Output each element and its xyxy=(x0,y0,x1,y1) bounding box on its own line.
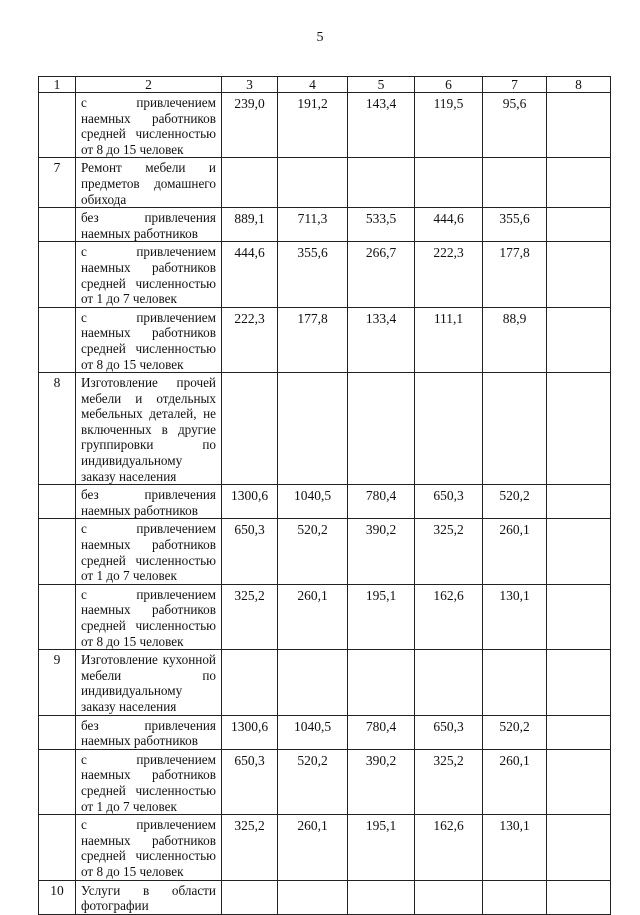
cell-value xyxy=(547,650,611,715)
cell-value: 650,3 xyxy=(415,485,483,519)
cell-value: 260,1 xyxy=(483,519,547,584)
row-description: с привлечением наемных работников средней численностью от 8 до 15 человек xyxy=(76,815,222,880)
cell-value xyxy=(348,158,415,208)
cell-value: 355,6 xyxy=(483,208,547,242)
cell-value xyxy=(483,158,547,208)
column-header: 7 xyxy=(483,77,547,93)
row-number xyxy=(39,208,76,242)
cell-value xyxy=(415,373,483,485)
cell-value xyxy=(547,815,611,880)
cell-value: 889,1 xyxy=(222,208,278,242)
cell-value: 260,1 xyxy=(278,815,348,880)
row-number xyxy=(39,307,76,372)
table-row xyxy=(39,242,611,307)
cell-value: 222,3 xyxy=(415,242,483,307)
row-description: без привлечения наемных работников xyxy=(76,485,222,519)
cell-value xyxy=(222,650,278,715)
cell-value xyxy=(547,880,611,914)
row-description: Изготовление прочей мебели и отдельных мебельных деталей, не включенных в другие группировки по индивидуальному заказу населения xyxy=(76,373,222,485)
row-description: с привлечением наемных работников средней численностью от 8 до 15 человек xyxy=(76,93,222,158)
cell-value xyxy=(547,749,611,814)
cell-value: 1300,6 xyxy=(222,485,278,519)
table-row xyxy=(39,749,611,814)
cell-value: 162,6 xyxy=(415,584,483,649)
column-header: 4 xyxy=(278,77,348,93)
cell-value xyxy=(415,158,483,208)
table-row xyxy=(39,815,611,880)
cell-value: 260,1 xyxy=(278,584,348,649)
cell-value: 88,9 xyxy=(483,307,547,372)
cell-value: 533,5 xyxy=(348,208,415,242)
column-header: 5 xyxy=(348,77,415,93)
table-row xyxy=(39,307,611,372)
row-description: с привлечением наемных работников средней численностью от 1 до 7 человек xyxy=(76,242,222,307)
cell-value xyxy=(547,93,611,158)
cell-value: 650,3 xyxy=(415,715,483,749)
cell-value xyxy=(547,158,611,208)
cell-value: 325,2 xyxy=(415,749,483,814)
cell-value: 130,1 xyxy=(483,815,547,880)
cell-value: 143,4 xyxy=(348,93,415,158)
cell-value: 111,1 xyxy=(415,307,483,372)
row-description: Ремонт мебели и предметов домашнего обихода xyxy=(76,158,222,208)
tariff-table xyxy=(38,76,611,915)
cell-value: 520,2 xyxy=(483,715,547,749)
row-description: с привлечением наемных работников средней численностью от 8 до 15 человек xyxy=(76,584,222,649)
cell-value: 325,2 xyxy=(222,815,278,880)
cell-value: 222,3 xyxy=(222,307,278,372)
column-header: 8 xyxy=(547,77,611,93)
table-row xyxy=(39,158,611,208)
cell-value xyxy=(278,158,348,208)
cell-value xyxy=(547,715,611,749)
cell-value xyxy=(483,373,547,485)
cell-value: 162,6 xyxy=(415,815,483,880)
row-number: 10 xyxy=(39,880,76,914)
cell-value: 130,1 xyxy=(483,584,547,649)
table-row xyxy=(39,715,611,749)
cell-value: 133,4 xyxy=(348,307,415,372)
cell-value xyxy=(348,880,415,914)
cell-value: 239,0 xyxy=(222,93,278,158)
cell-value: 390,2 xyxy=(348,749,415,814)
column-header: 1 xyxy=(39,77,76,93)
cell-value xyxy=(547,242,611,307)
column-header: 2 xyxy=(76,77,222,93)
cell-value: 650,3 xyxy=(222,519,278,584)
cell-value xyxy=(547,208,611,242)
cell-value xyxy=(348,373,415,485)
table-row xyxy=(39,584,611,649)
cell-value xyxy=(348,650,415,715)
row-number xyxy=(39,93,76,158)
row-description: Услуги в области фотографии xyxy=(76,880,222,914)
cell-value: 195,1 xyxy=(348,815,415,880)
cell-value: 444,6 xyxy=(222,242,278,307)
cell-value xyxy=(547,519,611,584)
cell-value: 520,2 xyxy=(278,519,348,584)
row-description: с привлечением наемных работников средней численностью от 1 до 7 человек xyxy=(76,749,222,814)
cell-value: 444,6 xyxy=(415,208,483,242)
table-row xyxy=(39,519,611,584)
cell-value: 195,1 xyxy=(348,584,415,649)
row-number xyxy=(39,815,76,880)
cell-value: 325,2 xyxy=(415,519,483,584)
row-number: 9 xyxy=(39,650,76,715)
cell-value: 95,6 xyxy=(483,93,547,158)
row-number xyxy=(39,242,76,307)
table-row xyxy=(39,373,611,485)
cell-value xyxy=(415,880,483,914)
row-description: без привлечения наемных работников xyxy=(76,715,222,749)
table-row xyxy=(39,208,611,242)
cell-value xyxy=(547,584,611,649)
row-number xyxy=(39,584,76,649)
cell-value: 650,3 xyxy=(222,749,278,814)
row-description: Изготовление кухонной мебели по индивидуальному заказу населения xyxy=(76,650,222,715)
cell-value: 191,2 xyxy=(278,93,348,158)
column-header: 6 xyxy=(415,77,483,93)
cell-value xyxy=(483,880,547,914)
cell-value: 780,4 xyxy=(348,715,415,749)
cell-value xyxy=(222,880,278,914)
cell-value: 520,2 xyxy=(483,485,547,519)
cell-value: 1300,6 xyxy=(222,715,278,749)
header-row xyxy=(39,77,611,93)
table-row xyxy=(39,485,611,519)
cell-value xyxy=(222,158,278,208)
cell-value: 260,1 xyxy=(483,749,547,814)
row-number xyxy=(39,485,76,519)
cell-value: 177,8 xyxy=(278,307,348,372)
cell-value xyxy=(547,373,611,485)
cell-value xyxy=(278,650,348,715)
row-number xyxy=(39,519,76,584)
cell-value xyxy=(278,373,348,485)
cell-value: 266,7 xyxy=(348,242,415,307)
cell-value: 390,2 xyxy=(348,519,415,584)
table-row xyxy=(39,93,611,158)
column-header: 3 xyxy=(222,77,278,93)
cell-value xyxy=(547,485,611,519)
row-description: с привлечением наемных работников средней численностью от 1 до 7 человек xyxy=(76,519,222,584)
row-number xyxy=(39,749,76,814)
row-number xyxy=(39,715,76,749)
cell-value: 355,6 xyxy=(278,242,348,307)
cell-value: 1040,5 xyxy=(278,715,348,749)
cell-value: 520,2 xyxy=(278,749,348,814)
row-number: 7 xyxy=(39,158,76,208)
table-row xyxy=(39,880,611,914)
cell-value: 711,3 xyxy=(278,208,348,242)
cell-value: 780,4 xyxy=(348,485,415,519)
cell-value xyxy=(415,650,483,715)
row-number: 8 xyxy=(39,373,76,485)
cell-value: 325,2 xyxy=(222,584,278,649)
row-description: с привлечением наемных работников средней численностью от 8 до 15 человек xyxy=(76,307,222,372)
row-description: без привлечения наемных работников xyxy=(76,208,222,242)
cell-value xyxy=(483,650,547,715)
cell-value xyxy=(547,307,611,372)
cell-value: 1040,5 xyxy=(278,485,348,519)
cell-value: 177,8 xyxy=(483,242,547,307)
page-number: 5 xyxy=(316,30,324,45)
table-row xyxy=(39,650,611,715)
cell-value xyxy=(278,880,348,914)
cell-value: 119,5 xyxy=(415,93,483,158)
cell-value xyxy=(222,373,278,485)
